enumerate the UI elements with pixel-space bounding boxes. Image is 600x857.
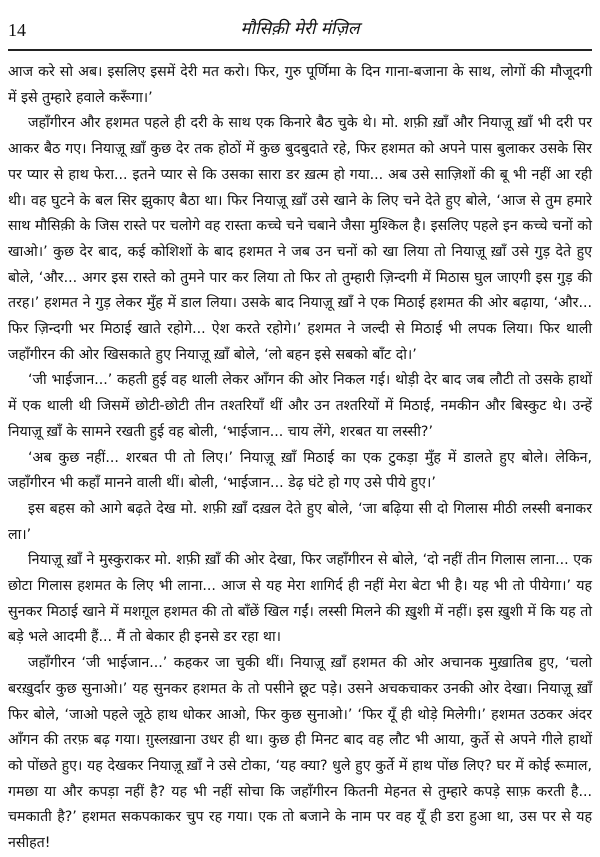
header-rule <box>8 49 592 51</box>
paragraph: ‘अब कुछ नहीं... शरबत पी तो लिए।’ नियाज़ू ख़ाँ मिठाई का एक टुकड़ा मुँह में डालते हुए बोले। लेकिन, जहाँगीरन भी कहाँ मानने वाली थीं। बोली, ‘भाईजान... डेढ़ घंटे हो गए उसे पीये हुए।’ <box>8 449 592 492</box>
paragraph: आज करे सो अब। इसलिए इसमें देरी मत करो। फिर, गुरु पूर्णिमा के दिन गाना-बजाना के साथ, लोगों की मौजूदगी में इसे तुम्हारे हवाले करूँगा।’ <box>8 64 592 106</box>
body-text <box>8 60 592 857</box>
paragraph: इस बहस को आगे बढ़ते देख मो. शफ़ी ख़ाँ दख़ल देते हुए बोले, ‘जा बढ़िया सी दो गिलास मीठी लस्सी बनाकर ला।’ <box>8 500 592 543</box>
paragraph: जहाँगीरन ‘जी भाईजान...’ कहकर जा चुकी थीं। नियाज़ू ख़ाँ हशमत की ओर अचानक मुख़ातिब हुए, ‘चलो बरख़ुर्दार कुछ सुनाओ।’ यह सुनकर हशमत के तो पसीने छूट पड़े। उसने अचकचाकर उनकी ओर देखा। नियाज़ू ख़ाँ फिर बोले, ‘जाओ पहले जूठे हाथ धोकर आओ, फिर कुछ सुनाओ।’ ‘फिर यूँ ही थोड़े मिलेगी।’ हशमत उठकर अंदर आँगन की तरफ़ बढ़ गया। ग़ुस्लख़ाना उधर ही था। कुछ ही मिनट बाद वह लौट भी आया, कुर्ते से अपने गीले हाथों को पोंछते हुए। यह देखकर नियाज़ू ख़ाँ ने उसे टोका, ‘यह क्या? धुले हुए कुर्ते में हाथ पोंछ लिए? घर में कोई रूमाल, गमछा या और कपड़ा नहीं है? यह भी नहीं सोचा कि जहाँगीरन कितनी मेहनत से तुम्हारे कपड़े साफ़ करती है... चमकाती है?’ हशमत सकपकाकर चुप रह गया। एक तो बजाने के नाम पर वह यूँ ही डरा हुआ था, उस पर से यह नसीहत! <box>8 655 592 852</box>
page-number: 14 <box>8 20 26 40</box>
running-title: मौसिक़ी मेरी मंज़िल <box>240 19 360 39</box>
paragraph: जहाँगीरन और हशमत पहले ही दरी के साथ एक किनारे बैठ चुके थे। मो. शफ़ी ख़ाँ और नियाज़ू ख़ाँ भी दरी पर आकर बैठ गए। नियाज़ू ख़ाँ कुछ देर तक होठों में कुछ बुदबुदाते रहे, फिर हशमत को अपने पास बुलाकर उसके सिर पर प्यार से हाथ फेरा... इतने प्यार से कि उसका सारा डर ख़त्म हो गया... अब उसे साज़िशों की बू भी नहीं आ रही थी। वह घुटने के बल सिर झुकाए बैठा था। फिर नियाज़ू ख़ाँ उसे खाने के लिए चने देते हुए बोले, ‘आज से तुम हमारे साथ मौसिक़ी के जिस रास्ते पर चलोगे वह रास्ता कच्चे चने चबाने जैसा मुश्किल है। इसलिए पहले इन कच्चे चनों को खाओ।’ कुछ देर बाद, कई कोशिशों के बाद हशमत ने जब उन चनों को खा लिया तो नियाज़ू ख़ाँ उसे गुड़ देते हुए बोले, ‘और... अगर इस रास्ते को तुमने पार कर लिया तो फिर तो तुम्हारी ज़िन्दगी में मिठास घुल जाएगी इस गुड़ की तरह।’ हशमत ने गुड़ लेकर मुँह में डाल लिया। उसके बाद नियाज़ू ख़ाँ ने एक मिठाई हशमत की ओर बढ़ाया, ‘और... फिर ज़िन्दगी भर मिठाई खाते रहोगे... ऐश करते रहोगे।’ हशमत ने जल्दी से मिठाई भी लपक लिया। फिर थाली जहाँगीरन की ओर खिसकाते हुए नियाज़ू ख़ाँ बोले, ‘लो बहन इसे सबको बाँट दो।’ <box>8 115 592 363</box>
paragraph: नियाज़ू ख़ाँ ने मुस्कुराकर मो. शफ़ी ख़ाँ की ओर देखा, फिर जहाँगीरन से बोले, ‘दो नहीं तीन गिलास लाना... एक छोटा गिलास हशमत के लिए भी लाना... आज से यह मेरा शागिर्द ही नहीं मेरा बेटा भी है। यह भी तो पीयेगा।’ यह सुनकर मिठाई खाने में मशग़ूल हशमत की तो बाँछें खिल गईं। लस्सी मिलने की ख़ुशी में नहीं। इस ख़ुशी में कि यह तो बड़े भले आदमी हैं... मैं तो बेकार ही इनसे डर रहा था। <box>8 552 592 646</box>
paragraph: ‘जी भाईजान...’ कहती हुई वह थाली लेकर आँगन की ओर निकल गई। थोड़ी देर बाद जब लौटी तो उसके हाथों में एक थाली थी जिसमें छोटी-छोटी तीन तश्तरियाँ थीं और उन तश्तरियों में मिठाई, नमकीन और बिस्कुट थे। उन्हें नियाज़ू ख़ाँ के सामने रखती हुई वह बोली, ‘भाईजान... चाय लेंगे, शरबत या लस्सी?’ <box>8 372 592 440</box>
page-header <box>8 8 592 48</box>
